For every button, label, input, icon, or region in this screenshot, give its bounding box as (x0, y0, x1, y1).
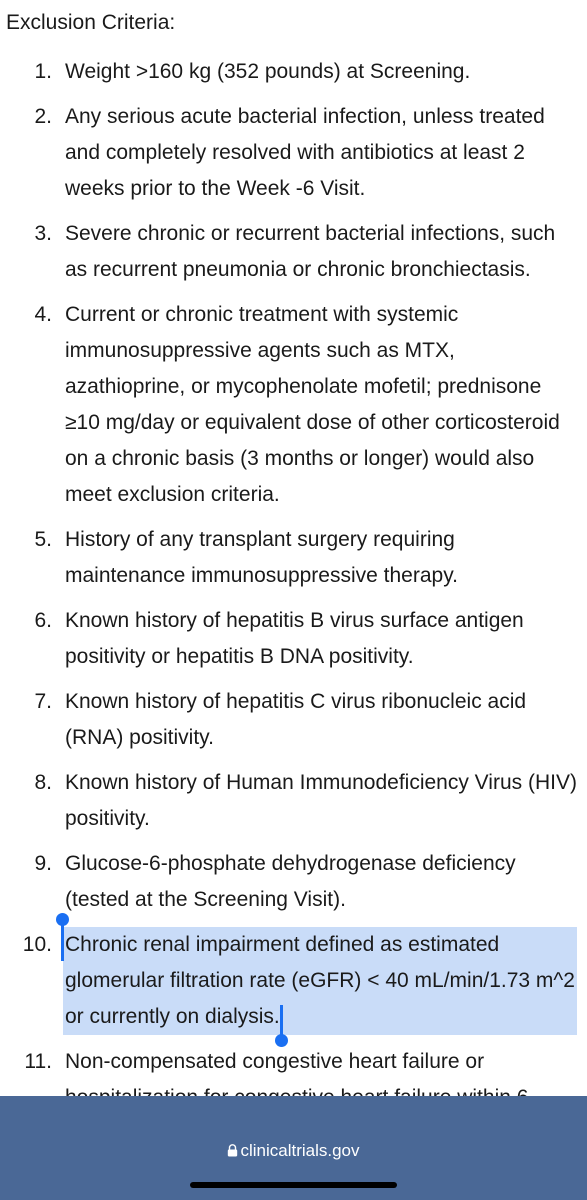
selection-end-handle[interactable] (280, 1005, 283, 1041)
criteria-number: 4. (34, 303, 52, 326)
criteria-text: Known history of hepatitis C virus ribonucleic acid (RNA) positivity. (65, 690, 527, 749)
lock-icon (227, 1144, 238, 1157)
criteria-item-10 (0, 927, 587, 1035)
criteria-item-1 (0, 54, 587, 90)
criteria-number: 6. (34, 609, 52, 632)
criteria-text: History of any transplant surgery requiring maintenance immunosuppressive therapy. (65, 528, 458, 587)
selected-criteria-text[interactable]: Chronic renal impairment defined as estimated glomerular filtration rate (eGFR) < 40 mL/min/1.73 m^2 or currently on dialysis. (63, 927, 577, 1035)
criteria-item-6 (0, 603, 587, 675)
criteria-text: Known history of Human Immunodeficiency Virus (HIV) positivity. (65, 771, 577, 830)
criteria-item-2 (0, 99, 587, 207)
criteria-item-3 (0, 216, 587, 288)
criteria-number: 9. (34, 852, 52, 875)
url-text: clinicaltrials.gov (240, 1141, 360, 1160)
criteria-text: Non-compensated congestive heart failure or (65, 1050, 485, 1073)
criteria-text: Current or chronic treatment with systemic immunosuppressive agents such as MTX, azathioprine, or mycophenolate mofetil; prednisone ≥10 mg/day or equivalent dose of other corticosteroid on a chronic basis (3 months or longer) would also meet exclusion criteria. (65, 303, 560, 506)
criteria-number: 3. (34, 222, 52, 245)
selection-start-handle[interactable] (61, 917, 64, 961)
criteria-text: Severe chronic or recurrent bacterial infections, such as recurrent pneumonia or chronic bronchiectasis. (65, 222, 556, 281)
criteria-item-4 (0, 297, 587, 513)
criteria-item-9 (0, 846, 587, 918)
criteria-number: 5. (34, 528, 52, 551)
criteria-text: Known history of hepatitis B virus surface antigen positivity or hepatitis B DNA positivity. (65, 609, 524, 668)
criteria-text: Any serious acute bacterial infection, unless treated and completely resolved with antibiotics at least 2 weeks prior to the Week -6 Visit. (65, 105, 545, 200)
criteria-number: 10. (22, 933, 52, 956)
criteria-number: 2. (34, 105, 52, 128)
exclusion-criteria-heading: Exclusion Criteria: (6, 11, 176, 34)
url-display[interactable] (0, 1140, 587, 1162)
criteria-item-7 (0, 684, 587, 756)
criteria-number: 8. (34, 771, 52, 794)
criteria-text: Glucose-6-phosphate dehydrogenase deficiency (tested at the Screening Visit). (65, 852, 516, 911)
criteria-number: 7. (34, 690, 52, 713)
exclusion-criteria-list (0, 54, 587, 1125)
criteria-item-5 (0, 522, 587, 594)
criteria-text: Weight >160 kg (352 pounds) at Screening. (65, 60, 471, 83)
criteria-number: 1. (34, 60, 52, 83)
criteria-item-8 (0, 765, 587, 837)
home-indicator[interactable] (190, 1182, 397, 1188)
criteria-number: 11. (24, 1050, 52, 1073)
